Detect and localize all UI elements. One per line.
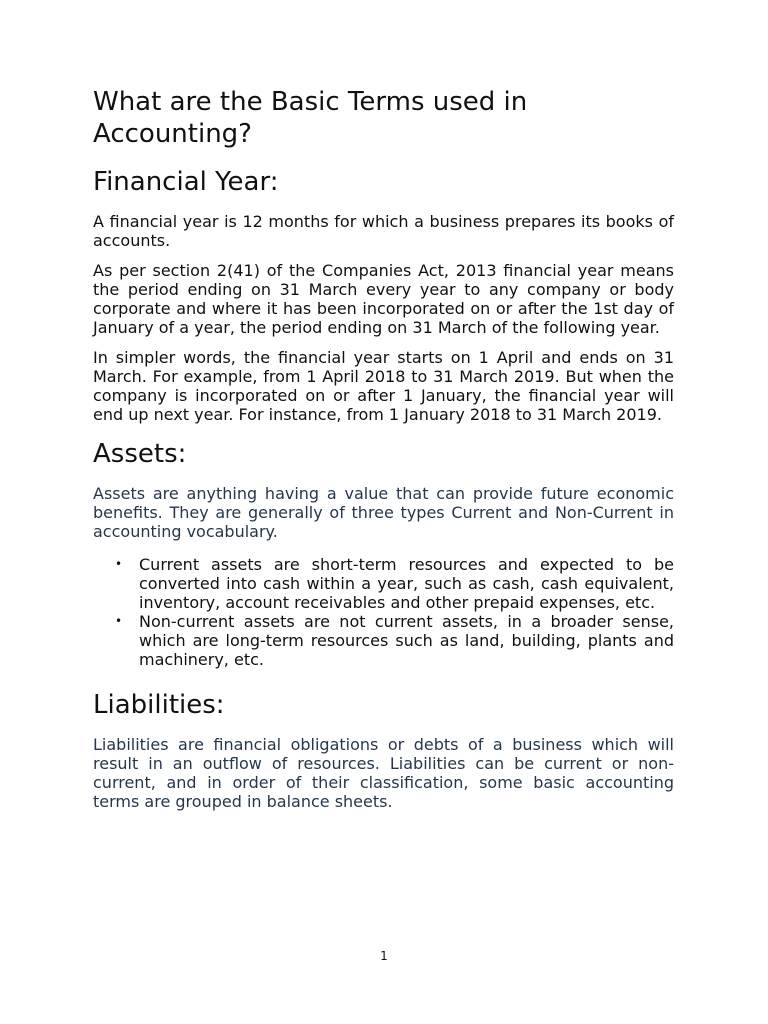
bullet-icon: • bbox=[115, 614, 123, 628]
list-item-text: Current assets are short-term resources and expected to be converted into cash within a year, such as cash, cash equivalent, inventory, account receivables and other prepaid expenses, etc. bbox=[139, 555, 674, 612]
list-item bbox=[93, 555, 674, 612]
paragraph: As per section 2(41) of the Companies Act, 2013 financial year means the period ending on 31 March every year to any company or body corporate and where it has been incorporated on or after the 1st day of January of a year, the period ending on 31 March of the following year. bbox=[93, 261, 674, 337]
paragraph: Assets are anything having a value that can provide future economic benefits. They are generally of three types Current and Non-Current in accounting vocabulary. bbox=[93, 484, 674, 541]
heading-financial-year: Financial Year: bbox=[93, 167, 279, 197]
page-number: 1 bbox=[380, 949, 388, 963]
paragraph: A financial year is 12 months for which a business prepares its books of accounts. bbox=[93, 212, 674, 250]
document-title: What are the Basic Terms used in Accounting? bbox=[93, 87, 528, 149]
paragraph: Liabilities are financial obligations or debts of a business which will result in an outflow of resources. Liabilities can be current or non-current, and in order of their classification, some basic accounting terms are grouped in balance sheets. bbox=[93, 735, 674, 811]
list-item bbox=[93, 612, 674, 669]
heading-assets: Assets: bbox=[93, 439, 187, 469]
heading-liabilities: Liabilities: bbox=[93, 690, 225, 720]
list-item-text: Non-current assets are not current assets, in a broader sense, which are long-term resources such as land, building, plants and machinery, etc. bbox=[139, 612, 674, 669]
document-page bbox=[93, 86, 674, 822]
bullet-icon: • bbox=[115, 557, 123, 571]
assets-bullet-list bbox=[93, 555, 674, 669]
paragraph: In simpler words, the financial year starts on 1 April and ends on 31 March. For example, from 1 April 2018 to 31 March 2019. But when the company is incorporated on or after 1 January, the financial year will end up next year. For instance, from 1 January 2018 to 31 March 2019. bbox=[93, 348, 674, 424]
